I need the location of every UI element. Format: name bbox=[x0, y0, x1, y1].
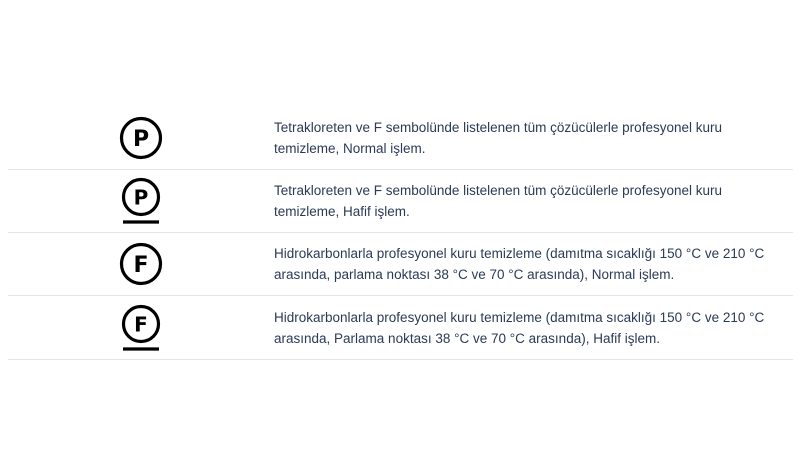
care-symbol-table bbox=[8, 106, 793, 360]
dry-clean-f-icon bbox=[118, 241, 164, 287]
care-description: Tetrakloreten ve F sembolünde listelenen tüm çözücülerle profesyonel kuru temizleme, Normal işlem. bbox=[274, 119, 722, 156]
care-description: Tetrakloreten ve F sembolünde listelenen tüm çözücülerle profesyonel kuru temizleme, Hafif işlem. bbox=[274, 183, 722, 219]
dry-clean-p-gentle-icon bbox=[118, 176, 164, 226]
table-row bbox=[8, 296, 793, 360]
table-row bbox=[8, 170, 793, 233]
symbol-cell bbox=[8, 106, 274, 169]
symbol-letter: F bbox=[134, 312, 148, 336]
symbol-cell bbox=[8, 170, 274, 232]
care-description: Hidrokarbonlarla profesyonel kuru temizleme (damıtma sıcaklığı 150 °C ve 210 °C arasında, Parlama noktası 38 °C ve 70 °C arasında), Hafif işlem. bbox=[274, 309, 765, 346]
table-row bbox=[8, 233, 793, 296]
dry-clean-p-icon bbox=[118, 115, 164, 161]
dry-clean-f-gentle-icon bbox=[118, 303, 164, 353]
symbol-letter: P bbox=[132, 126, 150, 152]
symbol-cell bbox=[8, 296, 274, 359]
care-description: Hidrokarbonlarla profesyonel kuru temizleme (damıtma sıcaklığı 150 °C ve 210 °C arasında, parlama noktası 38 °C ve 70 °C arasında), Normal işlem. bbox=[274, 246, 765, 282]
symbol-letter: P bbox=[133, 185, 149, 210]
table-row bbox=[8, 106, 793, 170]
symbol-letter: F bbox=[133, 253, 149, 278]
symbol-cell bbox=[8, 233, 274, 295]
